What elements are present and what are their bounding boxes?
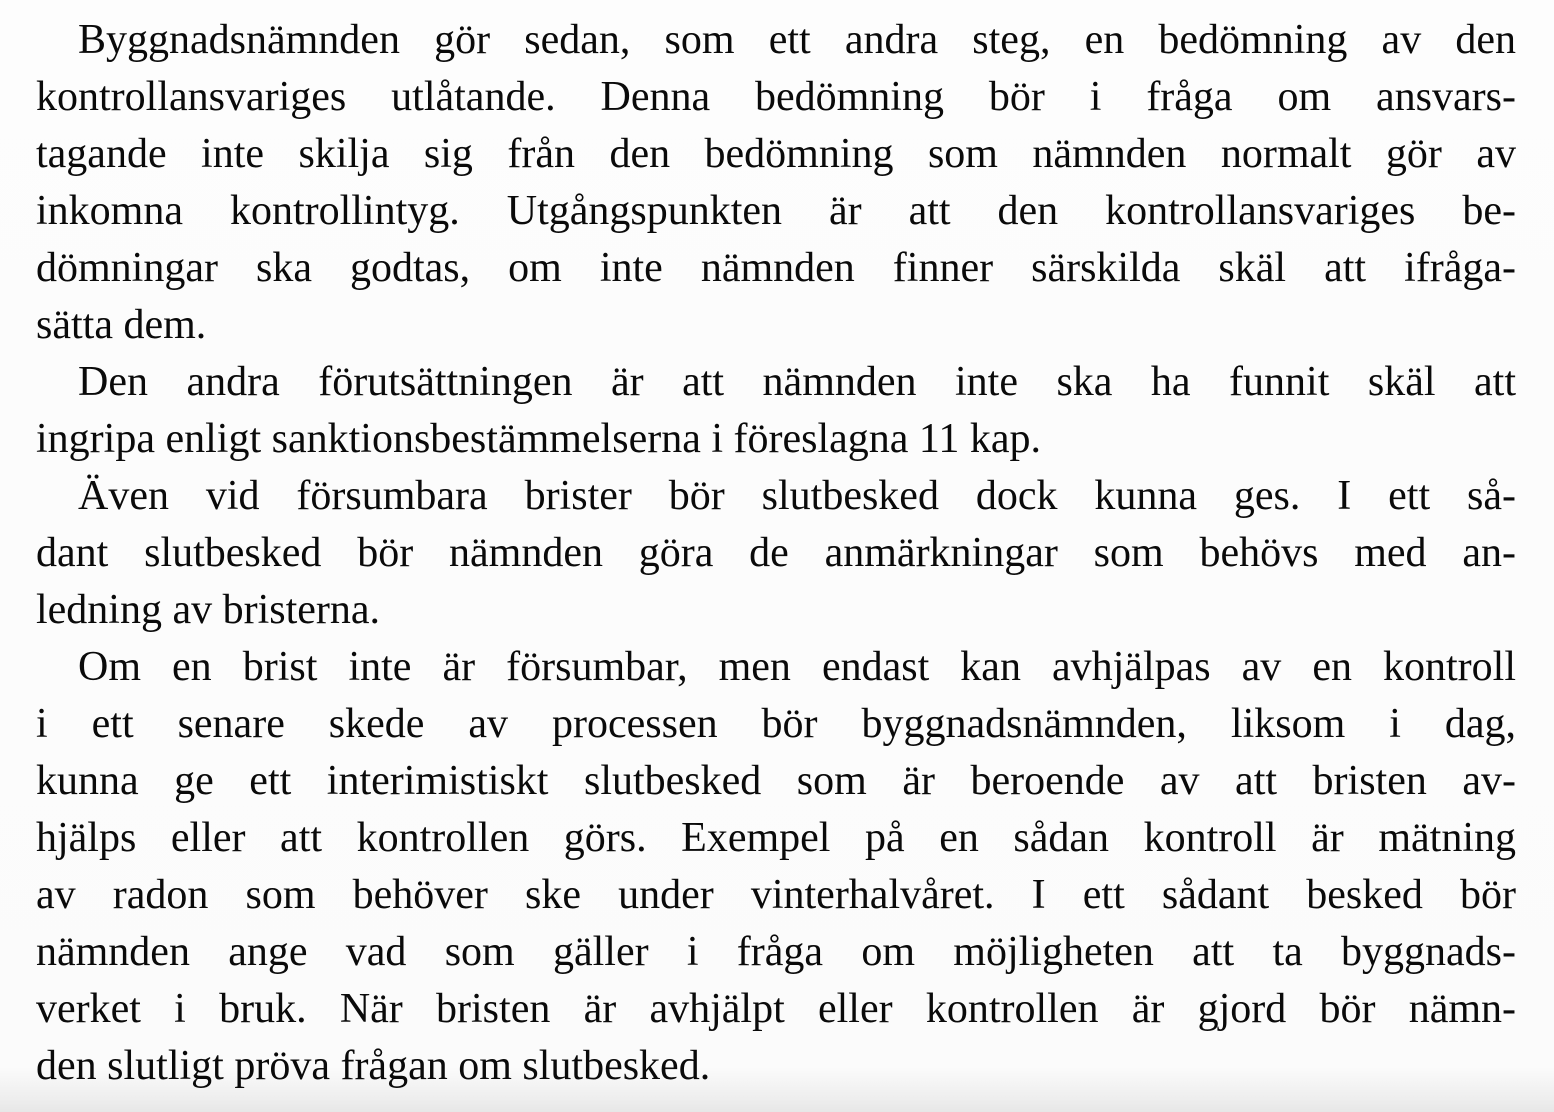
text-line: ingripa enligt sanktionsbestämmelserna i föreslagna 11 kap. (36, 416, 1042, 462)
text-line: Den andra förutsättningen är att nämnden inte ska ha funnit skäl att (78, 359, 1516, 405)
text-line: nämnden ange vad som gäller i fråga om möjligheten att ta byggnads- (36, 929, 1516, 975)
text-line: Om en brist inte är försumbar, men endast kan avhjälpas av en kontroll (78, 644, 1516, 690)
text-line: sätta dem. (36, 302, 207, 348)
text-line: Även vid försumbara brister bör slutbesked dock kunna ges. I ett så- (78, 473, 1516, 519)
text-line: dömningar ska godtas, om inte nämnden finner särskilda skäl att ifråga- (36, 245, 1516, 291)
text-line: i ett senare skede av processen bör byggnadsnämnden, liksom i dag, (36, 701, 1516, 747)
text-line: tagande inte skilja sig från den bedömning som nämnden normalt gör av (36, 131, 1516, 177)
text-line: av radon som behöver ske under vinterhalvåret. I ett sådant besked bör (36, 872, 1516, 918)
body-text (36, 12, 1516, 1095)
text-line: ledning av bristerna. (36, 587, 381, 633)
text-line: dant slutbesked bör nämnden göra de anmärkningar som behövs med an- (36, 530, 1516, 576)
text-line: Byggnadsnämnden gör sedan, som ett andra steg, en bedömning av den (78, 17, 1516, 63)
text-line: den slutligt pröva frågan om slutbesked. (36, 1043, 711, 1089)
text-line: kontrollansvariges utlåtande. Denna bedömning bör i fråga om ansvars- (36, 74, 1516, 120)
text-line: inkomna kontrollintyg. Utgångspunkten är att den kontrollansvariges be- (36, 188, 1516, 234)
text-line: kunna ge ett interimistiskt slutbesked som är beroende av att bristen av- (36, 758, 1516, 804)
text-line: hjälps eller att kontrollen görs. Exempel på en sådan kontroll är mätning (36, 815, 1516, 861)
text-line: verket i bruk. När bristen är avhjälpt eller kontrollen är gjord bör nämn- (36, 986, 1516, 1032)
